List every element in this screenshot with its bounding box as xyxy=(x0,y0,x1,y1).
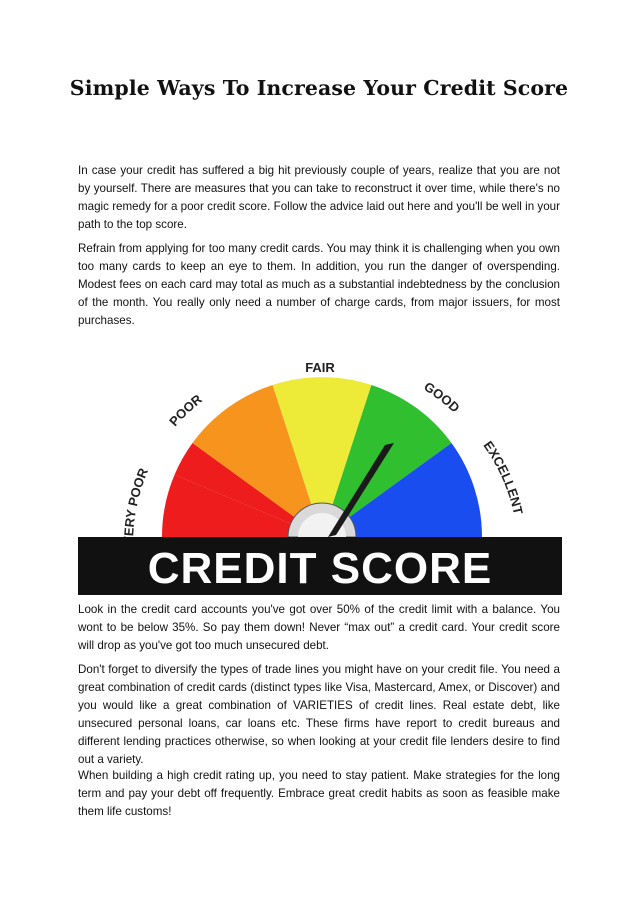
label-very-poor: ERY POOR xyxy=(121,465,151,537)
document-title: Simple Ways To Increase Your Credit Score xyxy=(69,76,569,100)
label-fair: FAIR xyxy=(305,360,335,375)
credit-score-banner-text: CREDIT SCORE xyxy=(147,544,493,593)
label-excellent: EXCELLENT xyxy=(480,438,526,516)
paragraph-diversify: Don't forget to diversify the types of trade lines you might have on your credit file. You need a great combination of credit cards (distinct types like Visa, Mastercard, Amex, or Discover) and you would like a great combination of VARIETIES of credit lines. Real estate debt, like unsecured personal loans, car loans etc. These firms have report to credit bureaus and different lending practices otherwise, so when looking at your credit file lenders desire to find out a variety. xyxy=(78,663,560,766)
label-poor: POOR xyxy=(166,391,205,429)
paragraph-utilization: Look in the credit card accounts you've got over 50% of the credit limit with a balance. You wont to be below 35%. So pay them down! Never “max out” a credit card. Your credit score will drop as you've got too much unsecured debt. xyxy=(78,603,560,652)
paragraph-intro: In case your credit has suffered a big hit previously couple of years, realize that you are not by yourself. There are measures that you can take to reconstruct it over time, while there's no magic remedy for a poor credit score. Follow the advice laid out here and you'll be well in your path to the top score. xyxy=(78,164,560,231)
credit-score-gauge-image xyxy=(78,355,562,595)
label-good: GOOD xyxy=(421,378,463,416)
gauge-svg xyxy=(78,355,562,595)
paragraph-patience: When building a high credit rating up, you need to stay patient. Make strategies for the long term and pay your debt off frequently. Embrace great credit habits as soon as feasible make them life customs! xyxy=(78,769,560,818)
paragraph-refrain: Refrain from applying for too many credit cards. You may think it is challenging when you own too many cards to keep an eye to them. In addition, you run the danger of overspending. Modest fees on each card may total as much as a substantial indebtedness by the conclusion of the month. You really only need a number of charge cards, from major issuers, for most purchases. xyxy=(78,242,560,327)
